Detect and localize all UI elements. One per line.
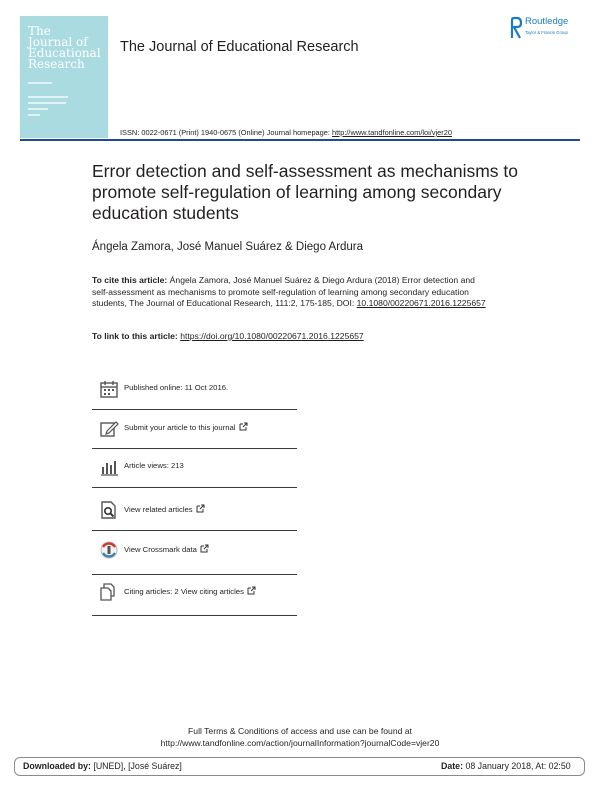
bar-chart-icon bbox=[99, 457, 119, 477]
cover-title-line: Educational bbox=[28, 46, 101, 60]
downloaded-by-label: Downloaded by: bbox=[23, 761, 91, 771]
issn-text: ISSN: 0022-0671 (Print) 1940-0675 (Online) Journal homepage: bbox=[120, 128, 332, 137]
list-divider bbox=[92, 448, 297, 449]
issn-line bbox=[120, 128, 452, 137]
cover-decoration bbox=[28, 114, 40, 116]
download-date-value: 08 January 2018, At: 02:50 bbox=[463, 761, 571, 771]
download-info-box bbox=[14, 757, 585, 776]
external-link-icon bbox=[196, 504, 205, 513]
routledge-r-icon bbox=[510, 16, 522, 40]
link-label: To link to this article: bbox=[92, 331, 181, 341]
cover-decoration bbox=[28, 96, 68, 98]
calendar-icon bbox=[99, 379, 119, 399]
cover-decoration bbox=[28, 102, 66, 104]
related-articles-label: View related articles bbox=[124, 505, 193, 514]
cite-label: To cite this article: bbox=[92, 275, 168, 285]
cover-title-line: The bbox=[28, 24, 51, 38]
external-link-icon bbox=[200, 544, 209, 553]
journal-homepage-link[interactable]: http://www.tandfonline.com/loi/vjer20 bbox=[332, 128, 452, 137]
edit-icon bbox=[99, 418, 119, 438]
publisher-name: Routledge bbox=[525, 16, 569, 27]
downloaded-by bbox=[23, 761, 182, 771]
download-date-label: Date: bbox=[441, 761, 463, 771]
submit-article-label: Submit your article to this journal bbox=[124, 423, 236, 432]
list-item-submit-article[interactable] bbox=[92, 411, 297, 446]
article-link-line bbox=[92, 331, 364, 341]
journal-cover-image bbox=[20, 16, 108, 138]
list-divider bbox=[92, 615, 297, 616]
terms-line: Full Terms & Conditions of access and use can be found at bbox=[188, 726, 412, 736]
terms-url-link[interactable]: http://www.tandfonline.com/action/journalInformation?journalCode=vjer20 bbox=[160, 737, 440, 748]
list-divider bbox=[92, 530, 297, 531]
list-item-article-views bbox=[92, 450, 297, 485]
downloaded-by-value: [UNED], [José Suárez] bbox=[90, 761, 182, 771]
crossmark-icon bbox=[99, 540, 119, 560]
article-views-label: Article views: 213 bbox=[124, 461, 184, 470]
download-date bbox=[441, 761, 571, 771]
cover-decoration bbox=[28, 108, 48, 110]
citing-articles-label: Citing articles: 2 View citing articles bbox=[124, 587, 244, 596]
list-item-related-articles[interactable] bbox=[92, 493, 297, 528]
search-document-icon bbox=[99, 500, 119, 520]
list-item-citing-articles[interactable] bbox=[92, 575, 297, 610]
header-divider bbox=[20, 139, 580, 141]
cover-title-line: Research bbox=[28, 57, 85, 71]
citing-articles-icon bbox=[99, 582, 119, 602]
list-divider bbox=[92, 487, 297, 488]
citing-articles-link[interactable] bbox=[124, 586, 256, 596]
external-link-icon bbox=[239, 422, 248, 431]
cite-text: Ángela Zamora, José Manuel Suárez & Diego Ardura (2018) Error detection and self-assessment as mechanisms to promote self-regulation of learning among secondary education students, The Journal of Educational Research, 111:2, 175-185, DOI: bbox=[92, 275, 475, 309]
crossmark-link[interactable] bbox=[124, 544, 209, 554]
published-online-label: Published online: 11 Oct 2016. bbox=[124, 383, 229, 392]
external-link-icon bbox=[247, 586, 256, 595]
citation-block bbox=[92, 275, 492, 310]
cover-title bbox=[28, 26, 101, 70]
related-articles-link[interactable] bbox=[124, 504, 205, 514]
cite-doi-link[interactable]: 10.1080/00220671.2016.1225657 bbox=[356, 298, 486, 309]
article-title: Error detection and self-assessment as mechanisms to promote self-regulation of learning among secondary education students bbox=[92, 161, 519, 223]
cover-title-line: Journal of bbox=[28, 35, 88, 49]
article-doi-link[interactable]: https://doi.org/10.1080/00220671.2016.1225657 bbox=[180, 331, 364, 341]
crossmark-label: View Crossmark data bbox=[124, 545, 197, 554]
routledge-logo bbox=[510, 16, 590, 42]
submit-article-link[interactable] bbox=[124, 422, 248, 432]
article-authors: Ángela Zamora, José Manuel Suárez & Diego Ardura bbox=[92, 241, 364, 253]
terms-notice bbox=[0, 726, 600, 750]
journal-title: The Journal of Educational Research bbox=[120, 39, 359, 55]
publisher-subtitle: Taylor & Francis Group bbox=[525, 30, 568, 35]
list-item-published-online bbox=[92, 372, 297, 407]
list-divider bbox=[92, 409, 297, 410]
list-item-crossmark[interactable] bbox=[92, 533, 297, 568]
cover-decoration bbox=[28, 82, 52, 84]
